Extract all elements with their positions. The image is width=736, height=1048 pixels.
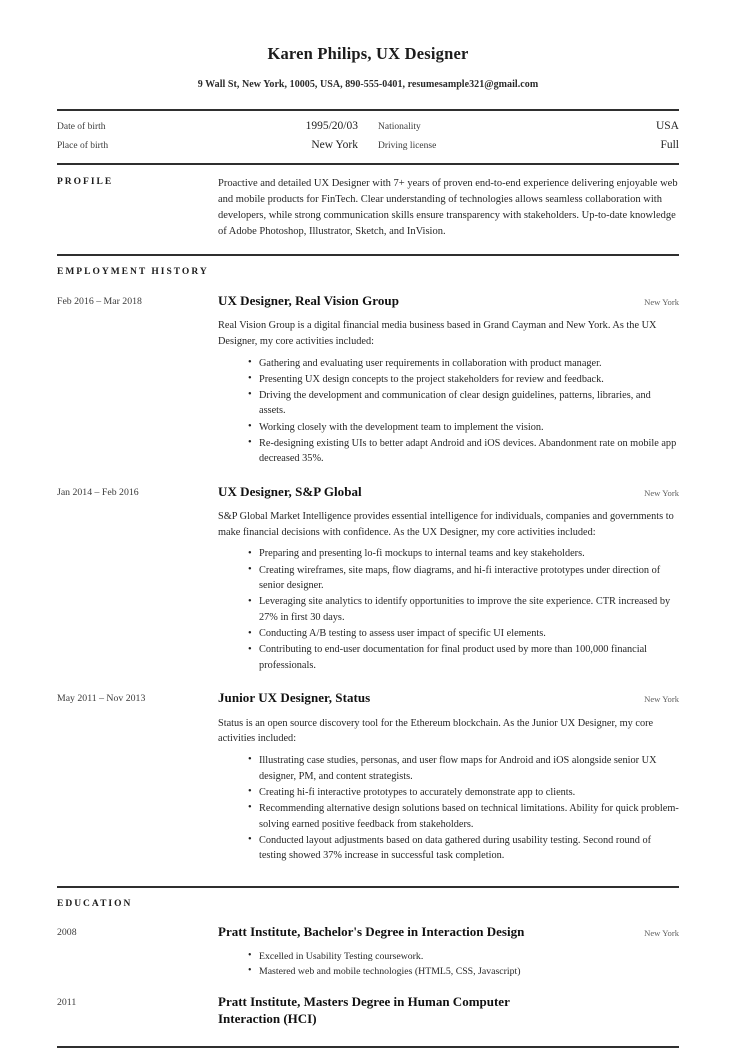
education-entry-title: Pratt Institute, Bachelor's Degree in Interaction Design [218,924,525,940]
list-item: • Creating hi-fi interactive prototypes to accurately demonstrate app to clients. [248,785,679,801]
employment-entry-dates: Jan 2014 – Feb 2016 [57,486,139,498]
employment-entry-header [218,690,679,707]
education-entry-bullet-list [218,949,679,979]
list-item: • Mastered web and mobile technologies (HTML5, CSS, Javascript) [248,964,679,979]
employment-entry-title: Junior UX Designer, Status [218,690,371,706]
detail-value-date-of-birth: 1995/20/03 [305,119,358,132]
employment-entry-header [218,293,679,310]
divider-bottom [57,1046,679,1048]
employment-entry-body [218,690,679,864]
employment-entry-title: UX Designer, Real Vision Group [218,292,399,308]
employment-entry-bullet-list [218,753,679,864]
education-entry-header [218,923,679,940]
list-item: • Working closely with the development team to implement the vision. [248,420,679,436]
detail-label-driving-license: Driving license [378,140,437,151]
employment-section [57,256,679,865]
employment-entry-header [218,484,679,501]
list-item: • Preparing and presenting lo-fi mockups to internal teams and key stakeholders. [248,546,679,562]
employment-entry [57,674,679,864]
employment-entry-description: S&P Global Market Intelligence provides essential intelligence for individuals, companies and governments to make financial decisions with confidence. As the UX Designer, my core activities included: [218,511,674,538]
employment-entry-description: Real Vision Group is a digital financial media business based in Grand Cayman and New York. As the UX Designer, my core activities included: [218,320,657,347]
employment-entry-dates: May 2011 – Nov 2013 [57,693,146,705]
list-item: • Re-designing existing UIs to better adapt Android and iOS devices. Abandonment rate on mobile app decreased 35%. [248,436,679,467]
detail-label-date-of-birth: Date of birth [57,121,106,132]
education-entry-year: 2011 [57,997,77,1009]
detail-label-place-of-birth: Place of birth [57,140,109,151]
employment-entry-description: Status is an open source discovery tool for the Ethereum blockchain. As the Junior UX Designer, my core activities included: [218,717,654,745]
education-section [57,888,679,1027]
employment-entry-body [218,484,679,675]
education-entry [57,909,679,979]
education-entry-header [218,993,679,1028]
list-item: • Conducted layout adjustments based on data gathered during usability testing. Second round of testing showed 37% increase in successful task completion. [248,833,679,864]
candidate-name: Karen Philips, UX Designer [267,44,469,63]
employment-entry-location: New York [644,694,679,705]
employment-entry-bullet-list [218,356,679,467]
list-item: • Contributing to end-user documentation for final product used by more than 100,000 financial professionals. [248,642,679,673]
profile-section [57,165,679,240]
employment-entry [57,468,679,675]
education-entry-body [218,923,679,979]
detail-row [57,139,679,151]
education-section-heading: EDUCATION [57,899,133,910]
education-entry [57,979,679,1028]
education-entry-location: New York [644,928,679,939]
detail-value-nationality: USA [655,119,679,132]
employment-entry-title: UX Designer, S&P Global [218,483,362,499]
list-item: • Leveraging site analytics to identify opportunities to improve the site experience. CTR increased by 27% in first 30 days. [248,594,679,625]
detail-value-driving-license: Full [660,138,679,151]
list-item: • Conducting A/B testing to assess user impact of specific UI elements. [248,626,679,642]
candidate-contact-line: 9 Wall St, New York, 10005, USA, 890-555-0401, resumesample321@gmail.com [197,78,539,90]
list-item: • Driving the development and communication of clear design guidelines, patterns, libraries, and assets. [248,388,679,419]
list-item: • Creating wireframes, site maps, flow diagrams, and hi-fi interactive prototypes under direction of senior designer. [248,563,679,594]
education-entry-title: Pratt Institute, Masters Degree in Human Computer Interaction (HCI) [218,994,510,1027]
personal-details-table [57,111,679,151]
detail-value-place-of-birth: New York [311,138,358,151]
employment-section-heading: EMPLOYMENT HISTORY [57,266,209,277]
employment-entry-dates: Feb 2016 – Mar 2018 [57,295,142,307]
detail-label-nationality: Nationality [378,121,421,132]
employment-entry-location: New York [644,487,679,498]
list-item: • Presenting UX design concepts to the project stakeholders for review and feedback. [248,372,679,388]
resume-header [57,0,679,90]
employment-entry-bullet-list [218,546,679,673]
list-item: • Excelled in Usability Testing coursework. [248,949,679,964]
list-item: • Illustrating case studies, personas, and user flow maps for Android and iOS alongside senior UX designer, PM, and content strategists. [248,753,679,784]
list-item: • Recommending alternative design solutions based on technical limitations. Ability for quick problem-solving earned positive feedback from stakeholders. [248,801,679,832]
profile-section-heading: PROFILE [57,176,114,187]
employment-entry-body [218,293,679,468]
employment-entry [57,277,679,468]
profile-summary-text: Proactive and detailed UX Designer with 7+ years of proven end-to-end experience delivering enjoyable web and mobile products for FinTech. Clear understanding of technologies allows seamless collaboration with developers, while strong communication skills ensure transparency with stakeholders. Up-to-date knowledge of Adobe Photoshop, Illustrator, Sketch, and InVision. [218,177,678,237]
education-entry-body [218,993,679,1028]
education-entry-year: 2008 [57,927,77,939]
list-item: • Gathering and evaluating user requirements in collaboration with product manager. [248,356,679,372]
employment-entry-location: New York [644,296,679,307]
detail-row [57,120,679,132]
